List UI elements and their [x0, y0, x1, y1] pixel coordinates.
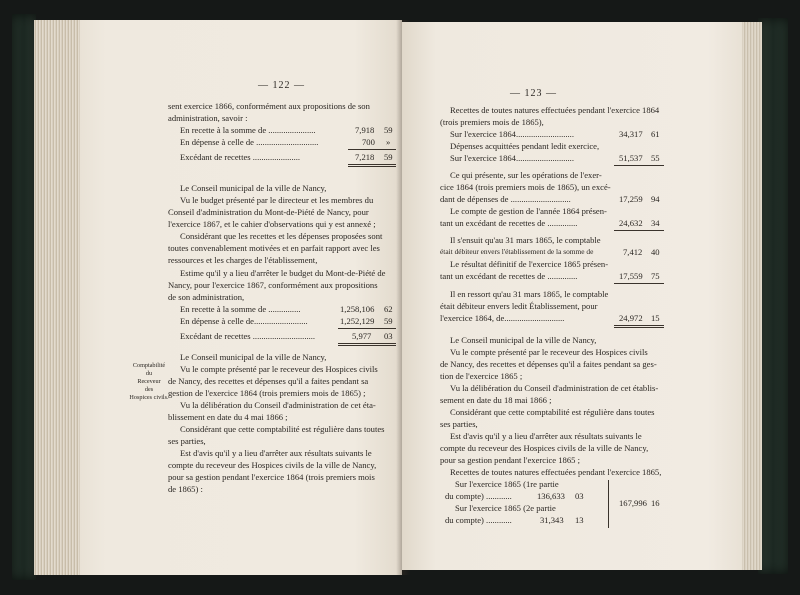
- text-line: blissement en date du 4 mai 1866 ;: [168, 412, 288, 422]
- text-line: (trois premiers mois de 1865),: [440, 117, 544, 127]
- total-rule: [348, 164, 396, 167]
- amount: 136,633: [537, 491, 565, 501]
- sum-rule: [614, 283, 664, 284]
- total-rule: [338, 343, 396, 346]
- text-line: Nancy, pour l'exercice 1867, conformément aux propositions: [168, 280, 378, 290]
- text-line: pour sa gestion pendant l'exercice 1864 (trois premiers mois: [168, 472, 375, 482]
- text-line: tant un excédant de recettes de ..............: [440, 271, 578, 281]
- amount: 51,537: [619, 153, 643, 163]
- text-line: ressources et les charges de l'établissement,: [168, 255, 318, 265]
- text-line: Le Conseil municipal de la ville de Nancy,: [450, 335, 597, 345]
- sum-rule: [614, 165, 664, 166]
- page-edges-right: [740, 22, 762, 570]
- text-line: Il en ressort qu'au 31 mars 1865, le comptable: [450, 289, 609, 299]
- amount: 1,258,106: [340, 304, 375, 314]
- text-line: Vu le compte présenté par le receveur des Hospices civils: [180, 364, 378, 374]
- text-line: de Nancy, des recettes et dépenses qu'il a faites pendant sa: [168, 376, 369, 386]
- text-line: sent exercice 1866, conformément aux propositions de son: [168, 101, 370, 111]
- text-line: Ce qui présente, sur les opérations de l'exer-: [450, 170, 602, 180]
- text-line: du compte) ............: [445, 491, 512, 501]
- amount-cents: 16: [651, 498, 660, 508]
- text-line: l'exercice 1864, de............................: [440, 313, 565, 323]
- text-line: Excédant de recettes .............................: [180, 331, 316, 341]
- text-line: Estime qu'il y a lieu d'arrêter le budget du Mont-de-Piété de: [180, 268, 386, 278]
- text-line: du compte) ............: [445, 515, 512, 525]
- text-line: gestion de l'exercice 1864 (trois premiers mois de 1865) ;: [168, 388, 366, 398]
- amount-cents: 61: [651, 129, 660, 139]
- amount: 5,977: [352, 331, 372, 341]
- amount: 34,317: [619, 129, 643, 139]
- text-line: Vu le compte présenté par le receveur des Hospices civils: [450, 347, 648, 357]
- text-line: En dépense à celle de.........................: [180, 316, 308, 326]
- amount-cents: 59: [384, 152, 393, 162]
- page-number-right: — 123 —: [510, 88, 557, 99]
- text-line: était débiteur envers l'établissement de la somme de: [440, 247, 594, 256]
- text-line: Sur l'exercice 1865 (2e partie: [455, 503, 556, 513]
- text-line: Il s'ensuit qu'au 31 mars 1865, le comptable: [450, 235, 601, 245]
- amount-cents: 55: [651, 153, 660, 163]
- text-line: de 1865) :: [168, 484, 203, 494]
- text-line: Le résultat définitif de l'exercice 1865 présen-: [450, 259, 609, 269]
- text-line: ses parties,: [168, 436, 206, 446]
- amount: 17,559: [619, 271, 643, 281]
- amount-cents: 13: [575, 515, 584, 525]
- amount-cents: 75: [651, 271, 660, 281]
- amount-cents: 62: [384, 304, 393, 314]
- text-line: pour sa gestion pendant l'exercice 1865 ;: [440, 455, 580, 465]
- text-line: tion de l'exercice 1865 ;: [440, 371, 523, 381]
- amount-cents: 03: [575, 491, 584, 501]
- amount: 700: [362, 137, 375, 147]
- text-line: Recettes de toutes natures effectuées pendant l'exercice 1864: [450, 105, 660, 115]
- amount: 1,252,129: [340, 316, 375, 326]
- page-edges-left: [34, 20, 82, 575]
- sum-rule: [338, 328, 396, 329]
- text-line: Considérant que les recettes et les dépenses proposées sont: [180, 231, 383, 241]
- amount-cents: 59: [384, 316, 393, 326]
- text-line: cice 1864 (trois premiers mois de 1865), un excé-: [440, 182, 611, 192]
- text-line: de Nancy, des recettes et dépenses qu'il a faites pendant sa ges-: [440, 359, 657, 369]
- text-line: Conseil d'administration du Mont-de-Piété de Nancy, pour: [168, 207, 369, 217]
- amount-cents: »: [386, 137, 391, 147]
- text-line: Vu la délibération du Conseil d'administration de cet éta-: [180, 400, 376, 410]
- text-line: Sur l'exercice 1864...........................: [450, 153, 574, 163]
- amount-cents: 03: [384, 331, 393, 341]
- amount: 167,996: [619, 498, 647, 508]
- text-line: dant de dépenses de ............................: [440, 194, 571, 204]
- amount-cents: 15: [651, 313, 660, 323]
- total-rule: [614, 325, 664, 328]
- text-line: Excédant de recettes ......................: [180, 152, 301, 162]
- text-line: Sur l'exercice 1864...........................: [450, 129, 574, 139]
- text-line: était débiteur envers ledit Établissement, pour: [440, 301, 598, 311]
- amount-cents: 40: [651, 247, 660, 257]
- margin-note: Comptabilité du Receveur des Hospices civils.: [129, 362, 169, 401]
- text-line: Dépenses acquittées pendant ledit exercice,: [450, 141, 600, 151]
- amount: 24,632: [619, 218, 643, 228]
- amount-cents: 94: [651, 194, 660, 204]
- text-line: Vu le budget présenté par le directeur et les membres du: [180, 195, 374, 205]
- text-line: Est d'avis qu'il y a lieu d'arrêter aux résultats suivants le: [180, 448, 372, 458]
- text-line: administration, savoir :: [168, 113, 248, 123]
- book-cover-left: [12, 14, 36, 580]
- text-line: toutes convenablement motivées et en parfait rapport avec les: [168, 243, 380, 253]
- sum-rule: [348, 149, 396, 150]
- text-line: ses parties,: [440, 419, 478, 429]
- page-number-left: — 122 —: [258, 80, 305, 91]
- text-line: Recettes de toutes natures effectuées pendant l'exercice 1865,: [450, 467, 662, 477]
- amount: 7,918: [355, 125, 375, 135]
- amount-cents: 34: [651, 218, 660, 228]
- amount: 31,343: [540, 515, 564, 525]
- text-line: Le Conseil municipal de la ville de Nancy,: [180, 352, 327, 362]
- text-line: Le compte de gestion de l'année 1864 présen-: [450, 206, 607, 216]
- text-line: Considérant que cette comptabilité est régulière dans toutes: [450, 407, 655, 417]
- text-line: Considérant que cette comptabilité est régulière dans toutes: [180, 424, 385, 434]
- text-line: Sur l'exercice 1865 (1re partie: [455, 479, 559, 489]
- text-line: l'exercice 1867, et le cahier d'observations qui y est annexé ;: [168, 219, 376, 229]
- text-line: compte du receveur des Hospices civils de la ville de Nancy,: [440, 443, 649, 453]
- text-line: En recette à la somme de ......................: [180, 125, 316, 135]
- text-line: de son administration,: [168, 292, 245, 302]
- text-line: tant un excédant de recettes de ..............: [440, 218, 578, 228]
- amount: 17,259: [619, 194, 643, 204]
- text-line: Vu la délibération du Conseil d'administration de cet établis-: [450, 383, 659, 393]
- text-line: Le Conseil municipal de la ville de Nancy,: [180, 183, 327, 193]
- amount: 7,412: [623, 247, 643, 257]
- amount: 24,972: [619, 313, 643, 323]
- text-line: En recette à la somme de ...............: [180, 304, 301, 314]
- amount-cents: 59: [384, 125, 393, 135]
- brace: [608, 480, 609, 528]
- book-cover-right: [758, 18, 788, 574]
- text-line: compte du receveur des Hospices civils de la ville de Nancy,: [168, 460, 377, 470]
- amount: 7,218: [355, 152, 375, 162]
- text-line: Est d'avis qu'il y a lieu d'arrêter aux résultats suivants le: [450, 431, 642, 441]
- text-line: sement en date du 18 mai 1866 ;: [440, 395, 552, 405]
- sum-rule: [614, 230, 664, 231]
- text-line: En dépense à celle de .............................: [180, 137, 319, 147]
